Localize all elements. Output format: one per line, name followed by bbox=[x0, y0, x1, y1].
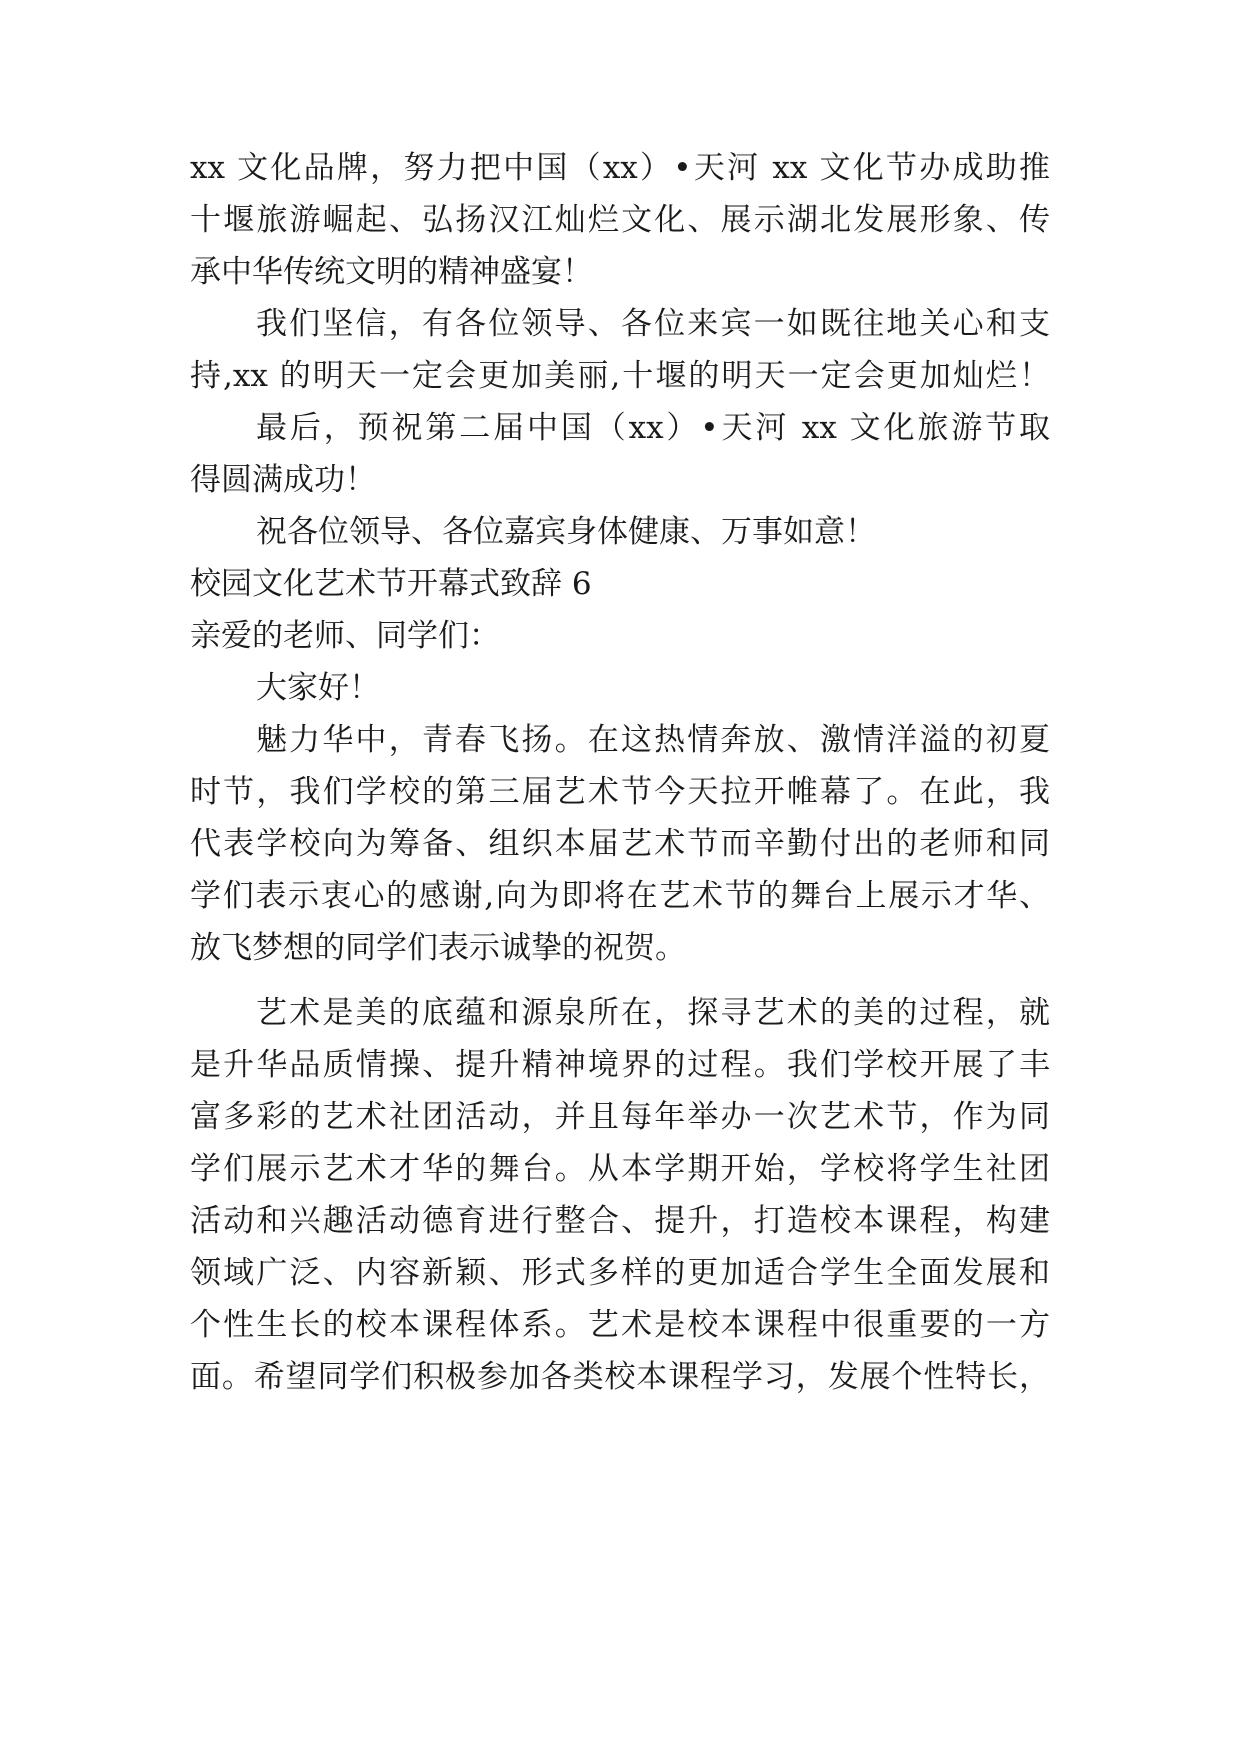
text-line: 祝各位领导、各位嘉宾身体健康、万事如意！ bbox=[256, 514, 876, 550]
text-line: 时节，我们学校的第三届艺术节今天拉开帷幕了。在此，我 bbox=[190, 774, 1050, 810]
text-line: 个性生长的校本课程体系。艺术是校本课程中很重要的一方 bbox=[190, 1307, 1050, 1343]
text-line: 领域广泛、内容新颖、形式多样的更加适合学生全面发展和 bbox=[190, 1255, 1050, 1291]
salutation: 亲爱的老师、同学们： bbox=[190, 618, 500, 654]
text-line: 学们表示衷心的感谢,向为即将在艺术节的舞台上展示才华、 bbox=[190, 878, 1050, 914]
text-line: 我们坚信，有各位领导、各位来宾一如既往地关心和支 bbox=[256, 306, 1050, 342]
text-line: 艺术是美的底蕴和源泉所在，探寻艺术的美的过程，就 bbox=[256, 995, 1050, 1031]
text-line: 最后，预祝第二届中国（xx）•天河 xx 文化旅游节取 bbox=[256, 410, 1050, 446]
text-line: 十堰旅游崛起、弘扬汉江灿烂文化、展示湖北发展形象、传 bbox=[190, 202, 1050, 238]
text-line: 放飞梦想的同学们表示诚挚的祝贺。 bbox=[190, 930, 686, 966]
text-line: 得圆满成功！ bbox=[190, 462, 376, 498]
text-line: 持,xx 的明天一定会更加美丽,十堰的明天一定会更加灿烂！ bbox=[190, 358, 1050, 394]
text-line: xx 文化品牌，努力把中国（xx）•天河 xx 文化节办成助推 bbox=[190, 150, 1050, 186]
text-line: 面。希望同学们积极参加各类校本课程学习，发展个性特长， bbox=[190, 1359, 1050, 1395]
text-line: 是升华品质情操、提升精神境界的过程。我们学校开展了丰 bbox=[190, 1047, 1050, 1083]
text-line: 魅力华中，青春飞扬。在这热情奔放、激情洋溢的初夏 bbox=[256, 722, 1050, 758]
text-line: 代表学校向为筹备、组织本届艺术节而辛勤付出的老师和同 bbox=[190, 826, 1050, 862]
text-line: 富多彩的艺术社团活动，并且每年举办一次艺术节，作为同 bbox=[190, 1099, 1050, 1135]
text-line: 活动和兴趣活动德育进行整合、提升，打造校本课程，构建 bbox=[190, 1203, 1050, 1239]
text-line: 承中华传统文明的精神盛宴！ bbox=[190, 254, 593, 290]
section-heading: 校园文化艺术节开幕式致辞 6 bbox=[190, 566, 592, 602]
greeting: 大家好！ bbox=[256, 670, 380, 706]
text-line: 学们展示艺术才华的舞台。从本学期开始，学校将学生社团 bbox=[190, 1151, 1050, 1187]
